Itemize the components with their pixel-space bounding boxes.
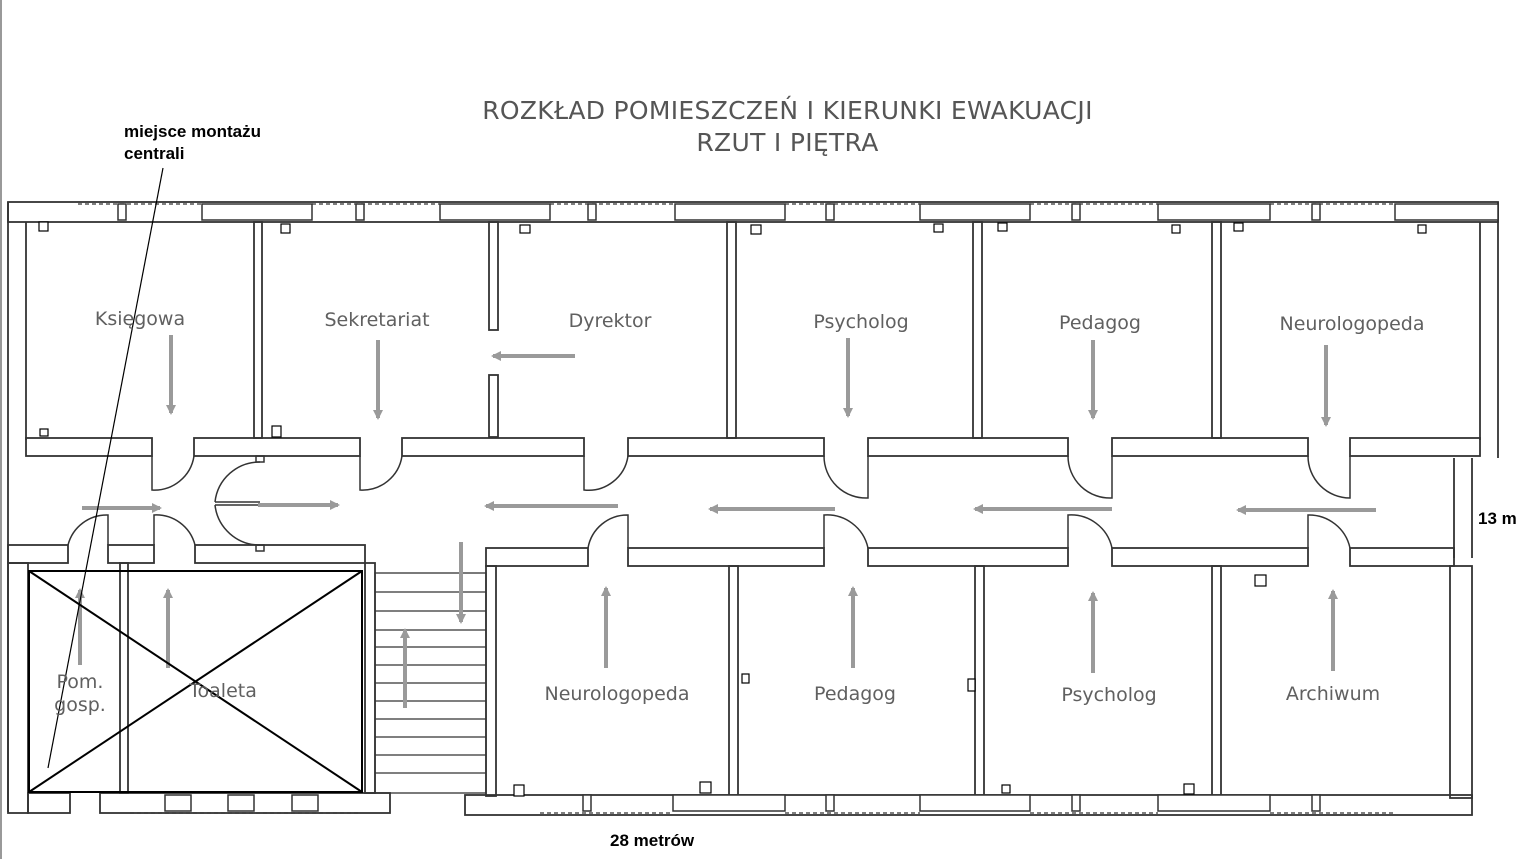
windows-top	[118, 204, 1498, 220]
annotation-label-line1: miejsce montażu	[124, 122, 261, 141]
room-label-ksiegowa: Księgowa	[94, 308, 186, 330]
plan-subtitle: RZUT I PIĘTRA	[696, 128, 879, 157]
dimension-width: 28 metrów	[610, 831, 695, 850]
room-label-toaleta: Toaleta	[189, 680, 257, 702]
room-label-pedagog-bottom: Pedagog	[814, 683, 896, 705]
evacuation-arrows	[80, 335, 1376, 708]
room-label-psycholog-bottom: Psycholog	[1061, 684, 1157, 706]
staircase	[375, 573, 486, 793]
room-label-pom-line2: gosp.	[54, 694, 106, 716]
room-label-archiwum: Archiwum	[1285, 683, 1381, 705]
windows-bottom	[165, 795, 1320, 811]
annotation-label-line2: centrali	[124, 144, 185, 163]
room-label-dyrektor: Dyrektor	[568, 310, 652, 332]
room-label-neurologopeda-top: Neurologopeda	[1279, 313, 1425, 335]
room-label-neurologopeda-bottom: Neurologopeda	[544, 683, 690, 705]
room-label-psycholog-top: Psycholog	[813, 311, 909, 333]
dimension-height: 13 m	[1478, 509, 1517, 528]
room-label-sekretariat: Sekretariat	[324, 309, 430, 331]
plan-title: ROZKŁAD POMIESZCZEŃ I KIERUNKI EWAKUACJI	[482, 96, 1093, 125]
room-label-pedagog-top: Pedagog	[1059, 312, 1141, 334]
room-label-pom-line1: Pom.	[56, 671, 104, 693]
